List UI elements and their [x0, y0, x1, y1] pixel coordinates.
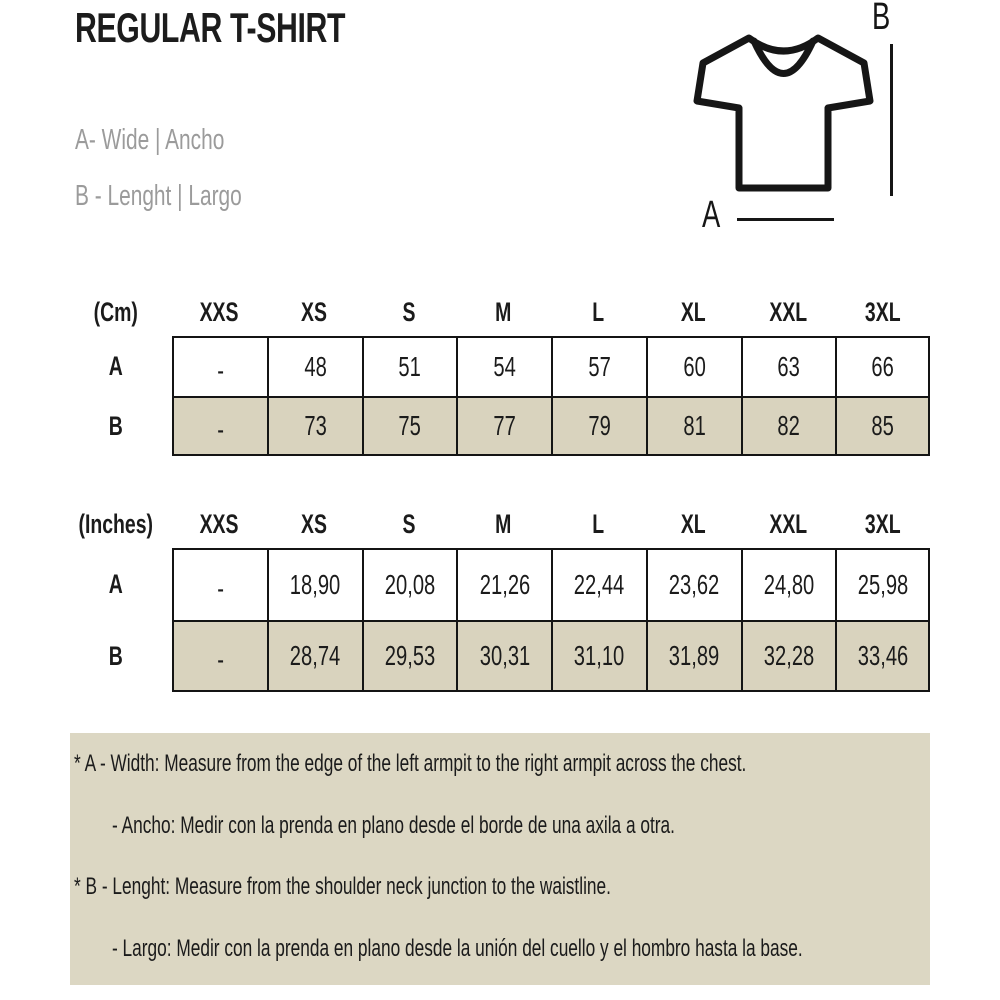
- row-label-b: B: [108, 640, 124, 671]
- note-width-es: - Ancho: Medir con la prenda en plano desde el borde de una axila a otra.: [112, 812, 675, 839]
- table-cell: 79: [551, 396, 646, 456]
- table-cell: 18,90: [267, 548, 362, 620]
- column-header-xxs: XXS: [199, 296, 239, 327]
- table-cell: 63: [741, 336, 836, 396]
- table-cell: 57: [551, 336, 646, 396]
- column-header-xl: XL: [680, 508, 706, 539]
- table-cell: 20,08: [362, 548, 457, 620]
- note-length-es: - Largo: Medir con la prenda en plano desde la unión del cuello y el hombro hasta la base.: [112, 935, 803, 962]
- table-cell: 28,74: [267, 620, 362, 692]
- table-cell: -: [172, 396, 267, 456]
- column-header-3xl: 3XL: [864, 296, 901, 327]
- legend-length: B - Lenght | Largo: [75, 180, 242, 212]
- table-cell: 66: [835, 336, 930, 396]
- table-cell: -: [172, 548, 267, 620]
- row-label-a: A: [108, 350, 124, 381]
- table-cell: 48: [267, 336, 362, 396]
- inches-table-header: [60, 500, 930, 548]
- inches-table: [60, 548, 930, 692]
- column-header-xxl: XXL: [768, 508, 807, 539]
- table-cell: 77: [456, 396, 551, 456]
- column-header-xxl: XXL: [768, 296, 807, 327]
- note-width-en: * A - Width: Measure from the edge of the left armpit to the right armpit across the chest.: [74, 750, 747, 777]
- table-cell: 85: [835, 396, 930, 456]
- table-cell: 31,89: [646, 620, 741, 692]
- table-cell: 54: [456, 336, 551, 396]
- cm-table-header: [60, 288, 930, 336]
- table-cell: 29,53: [362, 620, 457, 692]
- column-header-s: S: [402, 508, 416, 539]
- table-cell: 30,31: [456, 620, 551, 692]
- column-header-l: L: [592, 508, 605, 539]
- column-header-xl: XL: [680, 296, 706, 327]
- table-cell: 73: [267, 396, 362, 456]
- length-dimension-line: [890, 44, 893, 196]
- table-cell: 75: [362, 396, 457, 456]
- table-cell: 22,44: [551, 548, 646, 620]
- column-header-s: S: [402, 296, 416, 327]
- page-title-text: REGULAR T-SHIRT: [75, 4, 346, 51]
- row-label-a: A: [108, 568, 124, 599]
- width-dimension-line: [737, 218, 834, 221]
- table-cell: 33,46: [835, 620, 930, 692]
- row-label-b: B: [108, 410, 124, 441]
- table-cell: -: [172, 620, 267, 692]
- column-header-l: L: [592, 296, 605, 327]
- legend-width: A- Wide | Ancho: [75, 124, 225, 156]
- table-cell: 21,26: [456, 548, 551, 620]
- page-title: [75, 4, 450, 52]
- tshirt-icon: [692, 30, 876, 202]
- table-cell: -: [172, 336, 267, 396]
- column-header-m: M: [495, 508, 512, 539]
- table-cell: 60: [646, 336, 741, 396]
- column-header-xxs: XXS: [199, 508, 239, 539]
- column-header-m: M: [495, 296, 512, 327]
- table-cell: 82: [741, 396, 836, 456]
- column-header-xs: XS: [301, 296, 328, 327]
- length-dimension-label: B: [872, 0, 891, 38]
- table-cell: 24,80: [741, 548, 836, 620]
- cm-unit-label: (Cm): [93, 296, 139, 327]
- column-header-xs: XS: [301, 508, 328, 539]
- column-header-3xl: 3XL: [864, 508, 901, 539]
- table-cell: 25,98: [835, 548, 930, 620]
- table-cell: 23,62: [646, 548, 741, 620]
- table-cell: 31,10: [551, 620, 646, 692]
- table-cell: 32,28: [741, 620, 836, 692]
- inches-unit-label: (Inches): [78, 508, 154, 539]
- table-cell: 81: [646, 396, 741, 456]
- cm-table: [60, 336, 930, 456]
- width-dimension-label: A: [702, 194, 721, 236]
- measurement-notes-panel: [70, 733, 930, 985]
- note-length-en: * B - Lenght: Measure from the shoulder neck junction to the waistline.: [74, 873, 611, 900]
- table-cell: 51: [362, 336, 457, 396]
